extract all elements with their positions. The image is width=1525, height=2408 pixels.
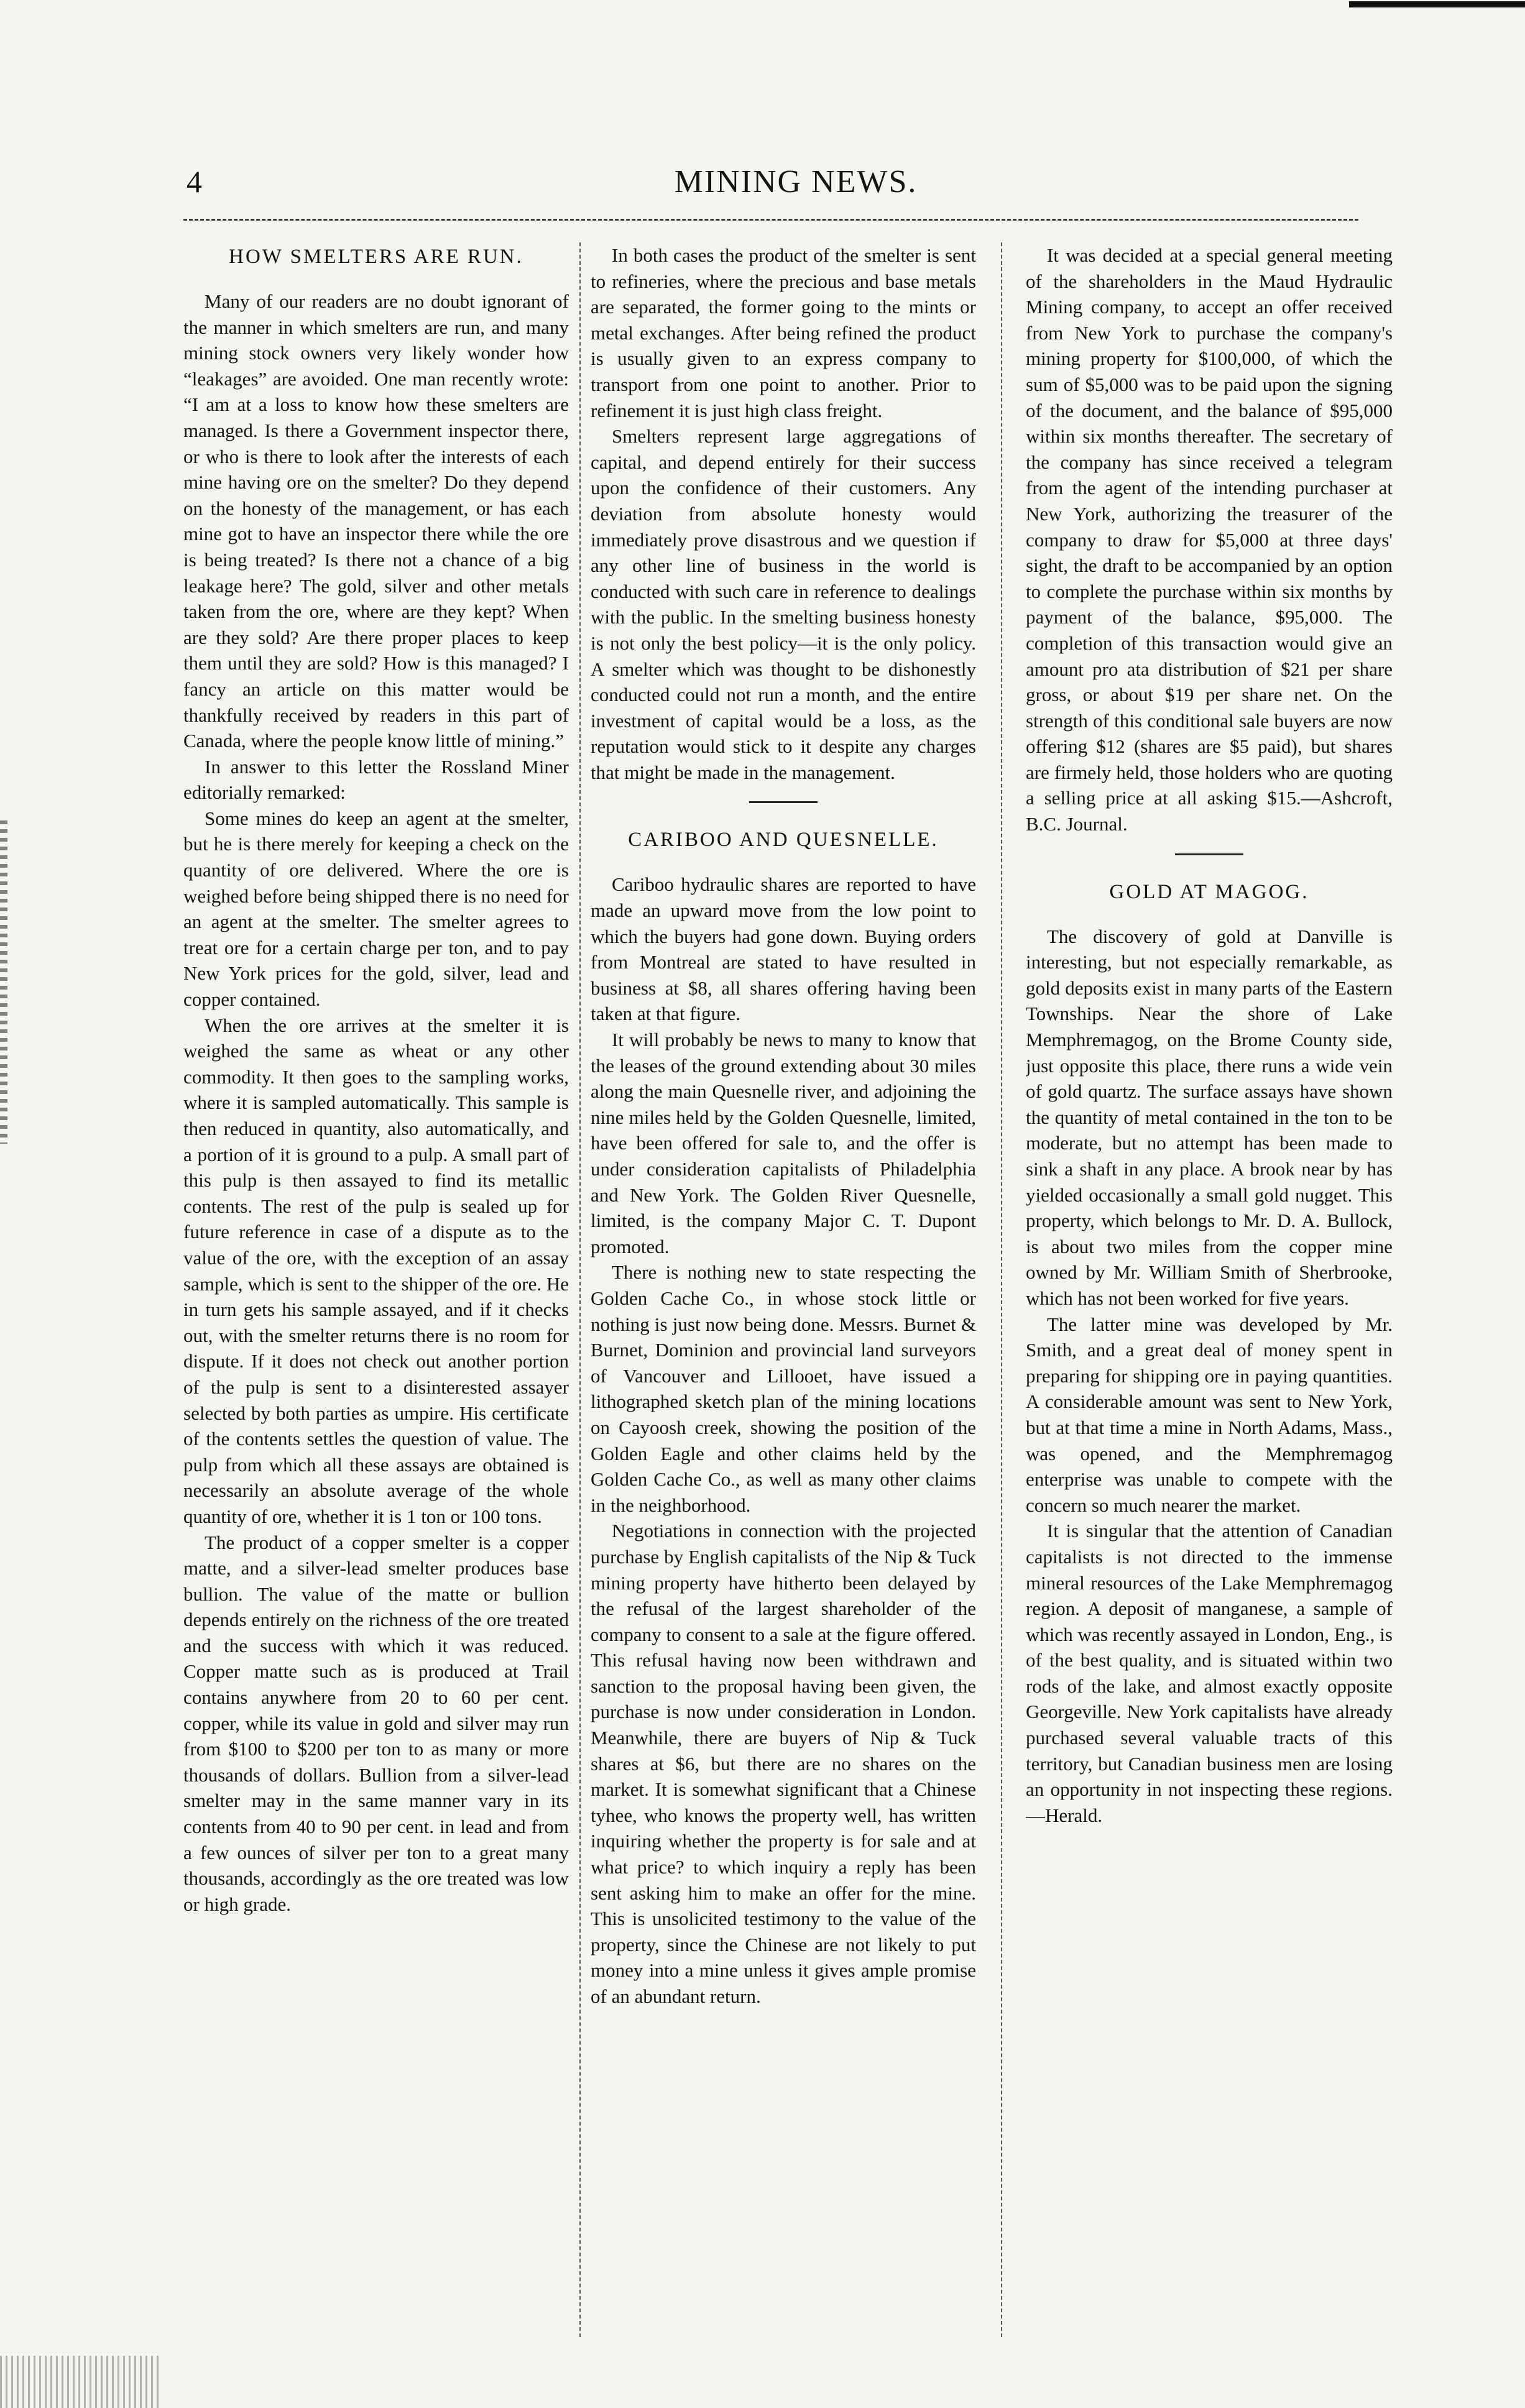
column-1 (183, 242, 569, 2343)
top-edge-rule (1349, 1, 1525, 7)
header-rule (183, 219, 1358, 221)
left-margin-smudge (0, 820, 7, 1144)
article-paragraph: Smelters represent large aggregations of capital, and depend entirely for their success upon the confidence of their customers. Any deviation from absolute honesty would immediately prove disastrous and we question if any other line of business in the world is conducted with such care in reference to dealings with the public. In the smelting business honesty is not only the best policy—it is the only policy. A smelter which was thought to be dishonestly conducted could not run a month, and the entire investment of capital would be a loss, as the reputation would stick to it despite any charges that might be made in the management. (591, 425, 976, 783)
article-paragraph: The product of a copper smelter is a copper matte, and a silver-lead smelter produces base bullion. The value of the matte or bullion depends entirely on the richness of the ore treated and the success with which it was reduced. Copper matte such as is produced at Trail contains anywhere from 20 to 60 per cent. copper, while its value in gold and silver may run from $100 to $200 per ton to as many or more thousands of dollars. Bullion from a silver-lead smelter may in the same manner vary in its contents from 40 to 90 per cent. in lead and from a few ounces of silver per ton to a great many thousands, accordingly as the ore treated was low or high grade. (183, 1531, 569, 1915)
section-rule (1175, 853, 1243, 855)
running-head: MINING NEWS. (674, 164, 918, 200)
page-number: 4 (187, 164, 202, 199)
article-paragraph: Cariboo hydraulic shares are reported to have made an upward move from the low point to which the buyers had gone down. Buying orders from Montreal are stated to have resulted in business at $8, all shares offering having been taken at that figure. (591, 873, 976, 1025)
article-paragraph: The discovery of gold at Danville is interesting, but not especially remarkable, as gold deposits exist in many parts of the Eastern Townships. Near the shore of Lake Memphremagog, on the Brome County side, just opposite this place, there runs a wide vein of gold quartz. The surface assays have shown the quantity of metal contained in the ton to be moderate, but no attempt has been made to sink a shaft in any place. A brook near by has yielded occasionally a small gold nugget. This property, which belongs to Mr. D. A. Bullock, is about two miles from the copper mine owned by Mr. William Smith of Sherbrooke, which has not been worked for five years. (1026, 925, 1393, 1309)
article-paragraph: Many of our readers are no doubt ignorant of the manner in which smelters are run, and many mining stock owners very likely wonder how “leakages” are avoided. One man recently wrote: “I am at a loss to know how these smelters are managed. Is there a Government inspector there, or who is there to look after the interests of each mine having ore on the smelter? Do they depend on the honesty of the management, or has each mine got to have an inspector there while the ore is being treated? Is there not a chance of a big leakage here? The gold, silver and other metals taken from the ore, where are they kept? When are they sold? Are there proper places to keep them until they are sold? How is this managed? I fancy an article on this matter would be thankfully received by readers in this part of Canada, where the people know little of mining.” (183, 290, 569, 752)
article-headline: HOW SMELTERS ARE RUN. (229, 246, 523, 268)
column-3 (1026, 242, 1393, 2343)
article-paragraph: When the ore arrives at the smelter it is weighed the same as wheat or any other commodity. It then goes to the sampling works, where it is sampled automatically. This sample is then reduced in quantity, also automatically, and a portion of it is ground to a pulp. A small part of this pulp is then assayed to find its metallic contents. The rest of the pulp is sealed up for future reference in case of a dispute as to the value of the ore, with the exception of an assay sample, which is sent to the shipper of the ore. He in turn gets his sample assayed, and if it checks out, with the smelter returns there is no room for dispute. If it does not check out another portion of the pulp is sent to a disinterested assayer selected by both parties as umpire. His certificate of the contents settles the question of value. The pulp from which all these assays are obtained is necessarily an absolute average of the whole quantity of ore, whether it is 1 ton or 100 tons. (183, 1014, 569, 1527)
article-paragraph: It is singular that the attention of Canadian capitalists is not directed to the immense mineral resources of the Lake Memphremagog region. A deposit of manganese, a sample of which was recently assayed in London, Eng., is of the best quality, and is situated within two rods of the lake, and almost exactly opposite Georgeville. New York capitalists have already purchased several valuable tracts of this territory, but Canadian business men are losing an opportunity in not inspecting these regions.—Herald. (1026, 1520, 1393, 1826)
article-paragraph: The latter mine was developed by Mr. Smith, and a great deal of money spent in preparing for shipping ore in paying quantities. A considerable amount was sent to New York, but at that time a mine in North Adams, Mass., was opened, and the Memphremagog enterprise was unable to compete with the concern so much nearer the market. (1026, 1313, 1393, 1516)
article-paragraph: There is nothing new to state respecting the Golden Cache Co., in whose stock little or nothing is just now being done. Messrs. Burnet & Burnet, Dominion and provincial land surveyors of Vancouver and Lillooet, have issued a lithographed sketch plan of the mining locations on Cayoosh creek, showing the position of the Golden Eagle and other claims held by the Golden Cache Co., as well as many other claims in the neighborhood. (591, 1261, 976, 1516)
article-paragraph: In answer to this letter the Rossland Miner editorially remarked: (183, 755, 569, 804)
column-2 (591, 242, 976, 2343)
article-paragraph: Negotiations in connection with the projected purchase by English capitalists of the Nip & Tuck mining property have hitherto been delayed by the refusal of the largest shareholder of the company to consent to a sale at the figure offered. This refusal having now been withdrawn and sanction to the proposal having been given, the purchase is now under consideration in London. Meanwhile, there are buyers of Nip & Tuck shares at $6, but there are no shares on the market. It is somewhat significant that a Chinese tyhee, who knows the property well, has written inquiring whether the property is for sale and at what price? to which inquiry a reply has been sent asking him to make an offer for the mine. This is unsolicited testimony to the value of the property, since the Chinese are not likely to put money into a mine unless it gives ample promise of an abundant return. (591, 1520, 976, 2007)
section-rule (749, 801, 818, 803)
bottom-corner-smudge (0, 2356, 162, 2408)
article-headline: GOLD AT MAGOG. (1109, 880, 1309, 903)
article-paragraph: In both cases the product of the smelter is sent to refineries, where the precious and base metals are separated, the former going to the mints or metal exchanges. After being refined the product is usually given to an express company to transport from one point to another. Prior to refinement it is just high class freight. (591, 244, 976, 421)
column-rule (579, 242, 581, 2337)
article-paragraph: It will probably be news to many to know that the leases of the ground extending about 30 miles along the main Quesnelle river, and adjoining the nine miles held by the Golden Quesnelle, limited, have been offered for sale to, and the offer is under consideration capitalists of Philadelphia and New York. The Golden River Quesnelle, limited, is the company Major C. T. Dupont promoted. (591, 1029, 976, 1257)
article-paragraph: Some mines do keep an agent at the smelter, but he is there merely for keeping a check on the quantity of ore delivered. Where the ore is weighed before being shipped there is no need for an agent at the smelter. The smelter agrees to treat ore for a certain charge per ton, and to pay New York prices for the gold, silver, lead and copper contained. (183, 807, 569, 1011)
column-rule (1001, 242, 1002, 2337)
article-headline: CARIBOO AND QUESNELLE. (628, 829, 939, 852)
article-paragraph: It was decided at a special general meeting of the shareholders in the Maud Hydraulic Mining company, to accept an offer received from New York to purchase the company's mining property for $100,000, of which the sum of $5,000 was to be paid upon the signing of the document, and the balance of $95,000 within six months thereafter. The secretary of the company has since received a telegram from the agent of the intending purchaser at New York, authorizing the treasurer of the company to draw for $5,000 at three days' sight, the draft to be accompanied by an option to complete the purchase within six months by payment of the balance, $95,000. The completion of this transaction would give an amount pro ata distribution of $21 per share gross, or about $19 per share net. On the strength of this conditional sale buyers are now offering $12 (shares are $5 paid), but shares are firmely held, those holders who are quoting a selling price at all asking $15.—Ashcroft, B.C. Journal. (1026, 244, 1393, 835)
